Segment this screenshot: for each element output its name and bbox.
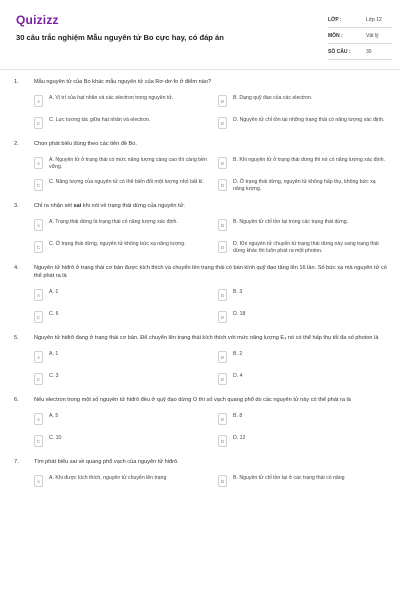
question-text: Nếu electron trong một số nguyên tử hiđrô đều ở quỹ đạo dừng O thì số vạch quang phổ do các nguyên tử này có thể phát ra là <box>34 397 351 403</box>
option-text: B. 3 <box>233 289 243 295</box>
option-letter-badge: D <box>218 117 227 129</box>
question-4 <box>0 264 400 326</box>
option-text: A. 1 <box>49 289 59 295</box>
option-text: D. Nguyên tử chỉ tồn tại những trạng thái có năng lượng xác định. <box>233 117 385 123</box>
option-text: A. Trạng thái dừng là trạng thái có năng lượng xác định. <box>49 219 178 225</box>
option-letter-badge: C <box>34 241 43 253</box>
question-text: Nguyên tử hiđrô ở trạng thái cơ bản được kích thích và chuyển lên trạng thái có bán kính quỹ đạo tăng lên 16 lần. Số bức xạ mà nguyên tử có thể phát ra là <box>34 265 387 279</box>
meta-label: MÔN : <box>328 32 343 39</box>
meta-row-count <box>328 44 392 60</box>
option-text: D. 12 <box>233 435 246 441</box>
option-text: A. 1 <box>49 351 59 357</box>
option-text: C. Năng lượng của nguyên tử có thể biến đổi một lượng nhỏ bất kì. <box>49 179 205 185</box>
option-text: C. 6 <box>49 311 59 317</box>
option-text: D. 4 <box>233 373 243 379</box>
option-d[interactable] <box>218 434 388 450</box>
option-text: C. Ở trạng thái dừng, nguyên tử không bức xạ năng lượng. <box>49 241 186 247</box>
option-text: C. Lực tương tác giữa hạt nhân và electron. <box>49 117 151 123</box>
option-letter-badge: A <box>34 219 43 231</box>
option-d[interactable] <box>218 240 388 256</box>
quizizz-logo[interactable]: Quizizz <box>16 13 59 27</box>
option-letter-badge: A <box>34 351 43 363</box>
option-text: D. Ở trạng thái dừng, nguyên tử không hấp thụ, không bức xạ năng lượng. <box>233 179 376 192</box>
question-text: Tìm phát biểu sai về quang phổ vạch của nguyên tử hiđrô. <box>34 459 179 465</box>
question-number: 3. <box>14 203 19 209</box>
option-text: B. Dạng quỹ đạo của các electron. <box>233 95 313 101</box>
option-b[interactable] <box>218 218 388 234</box>
option-letter-badge: D <box>218 311 227 323</box>
option-a[interactable] <box>34 288 216 304</box>
option-text: B. Khi nguyên tử ở trạng thái dừng thì nó có năng lượng xác định. <box>233 157 385 163</box>
option-b[interactable] <box>218 412 388 428</box>
option-letter-badge: D <box>218 373 227 385</box>
option-a[interactable] <box>34 412 216 428</box>
option-text: D. 18 <box>233 311 246 317</box>
option-b[interactable] <box>218 474 388 490</box>
option-a[interactable] <box>34 474 216 490</box>
question-1 <box>0 78 400 132</box>
question-number: 1. <box>14 79 19 85</box>
option-letter-badge: C <box>34 373 43 385</box>
page-title: 30 câu trắc nghiệm Mẫu nguyên tử Bo cực hay, có đáp án <box>16 33 224 42</box>
option-c[interactable] <box>34 116 216 132</box>
meta-value: Vật lý <box>366 32 379 39</box>
option-c[interactable] <box>34 434 216 450</box>
option-b[interactable] <box>218 288 388 304</box>
option-a[interactable] <box>34 94 216 110</box>
option-letter-badge: B <box>218 413 227 425</box>
option-text: C. 3 <box>49 373 59 379</box>
question-2 <box>0 140 400 194</box>
option-text: D. Khi nguyên tử chuyển từ trạng thái dừng này sang trạng thái dừng khác thì luôn phát ra một photon. <box>233 241 379 254</box>
quiz-meta-box <box>328 12 392 60</box>
question-text: Chỉ ra nhận xét sai khi nói về trạng thái dừng của nguyên tử: <box>34 203 185 209</box>
option-text: C. 10 <box>49 435 62 441</box>
option-letter-badge: B <box>218 219 227 231</box>
question-text: Chọn phát biểu đúng theo các tiên đề Bo. <box>34 141 137 147</box>
option-letter-badge: B <box>218 475 227 487</box>
option-b[interactable] <box>218 350 388 366</box>
option-d[interactable] <box>218 310 388 326</box>
option-letter-badge: A <box>34 413 43 425</box>
option-a[interactable] <box>34 350 216 366</box>
option-c[interactable] <box>34 372 216 388</box>
meta-row-subject <box>328 28 392 44</box>
question-5 <box>0 334 400 388</box>
option-letter-badge: D <box>218 179 227 191</box>
option-letter-badge: A <box>34 157 43 169</box>
emphasis-word: sai <box>73 203 82 209</box>
question-number: 6. <box>14 397 19 403</box>
option-text: B. Nguyên tử chỉ tồn tại ở các trạng thái có năng <box>233 475 345 481</box>
option-letter-badge: C <box>34 435 43 447</box>
meta-label: LỚP : <box>328 16 342 23</box>
meta-label: SỐ CÂU : <box>328 48 351 55</box>
option-letter-badge: A <box>34 289 43 301</box>
option-d[interactable] <box>218 178 388 194</box>
option-letter-badge: C <box>34 179 43 191</box>
option-letter-badge: C <box>34 311 43 323</box>
meta-value: 30 <box>366 48 372 55</box>
option-c[interactable] <box>34 310 216 326</box>
option-text: B. 8 <box>233 413 243 419</box>
option-letter-badge: D <box>218 435 227 447</box>
question-number: 5. <box>14 335 19 341</box>
question-text: Mẫu nguyên tử của Bo khác mẫu nguyên tử của Rơ-dơ-fo ở điểm nào? <box>34 79 212 85</box>
question-number: 7. <box>14 459 19 465</box>
option-letter-badge: B <box>218 95 227 107</box>
meta-value: Lớp 12 <box>366 16 382 23</box>
option-text: A. Nguyên tử ở trạng thái có mức năng lượng càng cao thì càng bền vững. <box>49 157 207 170</box>
option-letter-badge: B <box>218 289 227 301</box>
option-c[interactable] <box>34 240 216 256</box>
option-b[interactable] <box>218 156 388 172</box>
option-text: A. Khi được kích thích, nguyên tử chuyển lên trạng <box>49 475 167 481</box>
option-letter-badge: D <box>218 241 227 253</box>
option-d[interactable] <box>218 116 388 132</box>
option-text: B. Nguyên tử chỉ tồn tại trong các trạng thái dừng. <box>233 219 349 225</box>
question-3 <box>0 202 400 256</box>
option-text: B. 2 <box>233 351 243 357</box>
question-list <box>0 78 400 498</box>
option-d[interactable] <box>218 372 388 388</box>
option-a[interactable] <box>34 156 216 172</box>
option-text: A. 5 <box>49 413 59 419</box>
meta-row-grade <box>328 12 392 28</box>
option-letter-badge: B <box>218 351 227 363</box>
question-number: 4. <box>14 265 19 271</box>
option-letter-badge: A <box>34 475 43 487</box>
question-6 <box>0 396 400 450</box>
question-7 <box>0 458 400 490</box>
option-letter-badge: C <box>34 117 43 129</box>
question-text: Nguyên tử hiđrô đang ở trạng thái cơ bản. Để chuyển lên trạng thái kích thích với mức năng lượng E₃ nó có thể hấp thụ tối đa số photon là <box>34 335 379 341</box>
document-header <box>0 0 400 70</box>
option-text: A. Vị trí của hạt nhân và các electron trong nguyên tử. <box>49 95 174 101</box>
option-a[interactable] <box>34 218 216 234</box>
question-number: 2. <box>14 141 19 147</box>
option-c[interactable] <box>34 178 216 194</box>
option-letter-badge: B <box>218 157 227 169</box>
option-letter-badge: A <box>34 95 43 107</box>
option-b[interactable] <box>218 94 388 110</box>
